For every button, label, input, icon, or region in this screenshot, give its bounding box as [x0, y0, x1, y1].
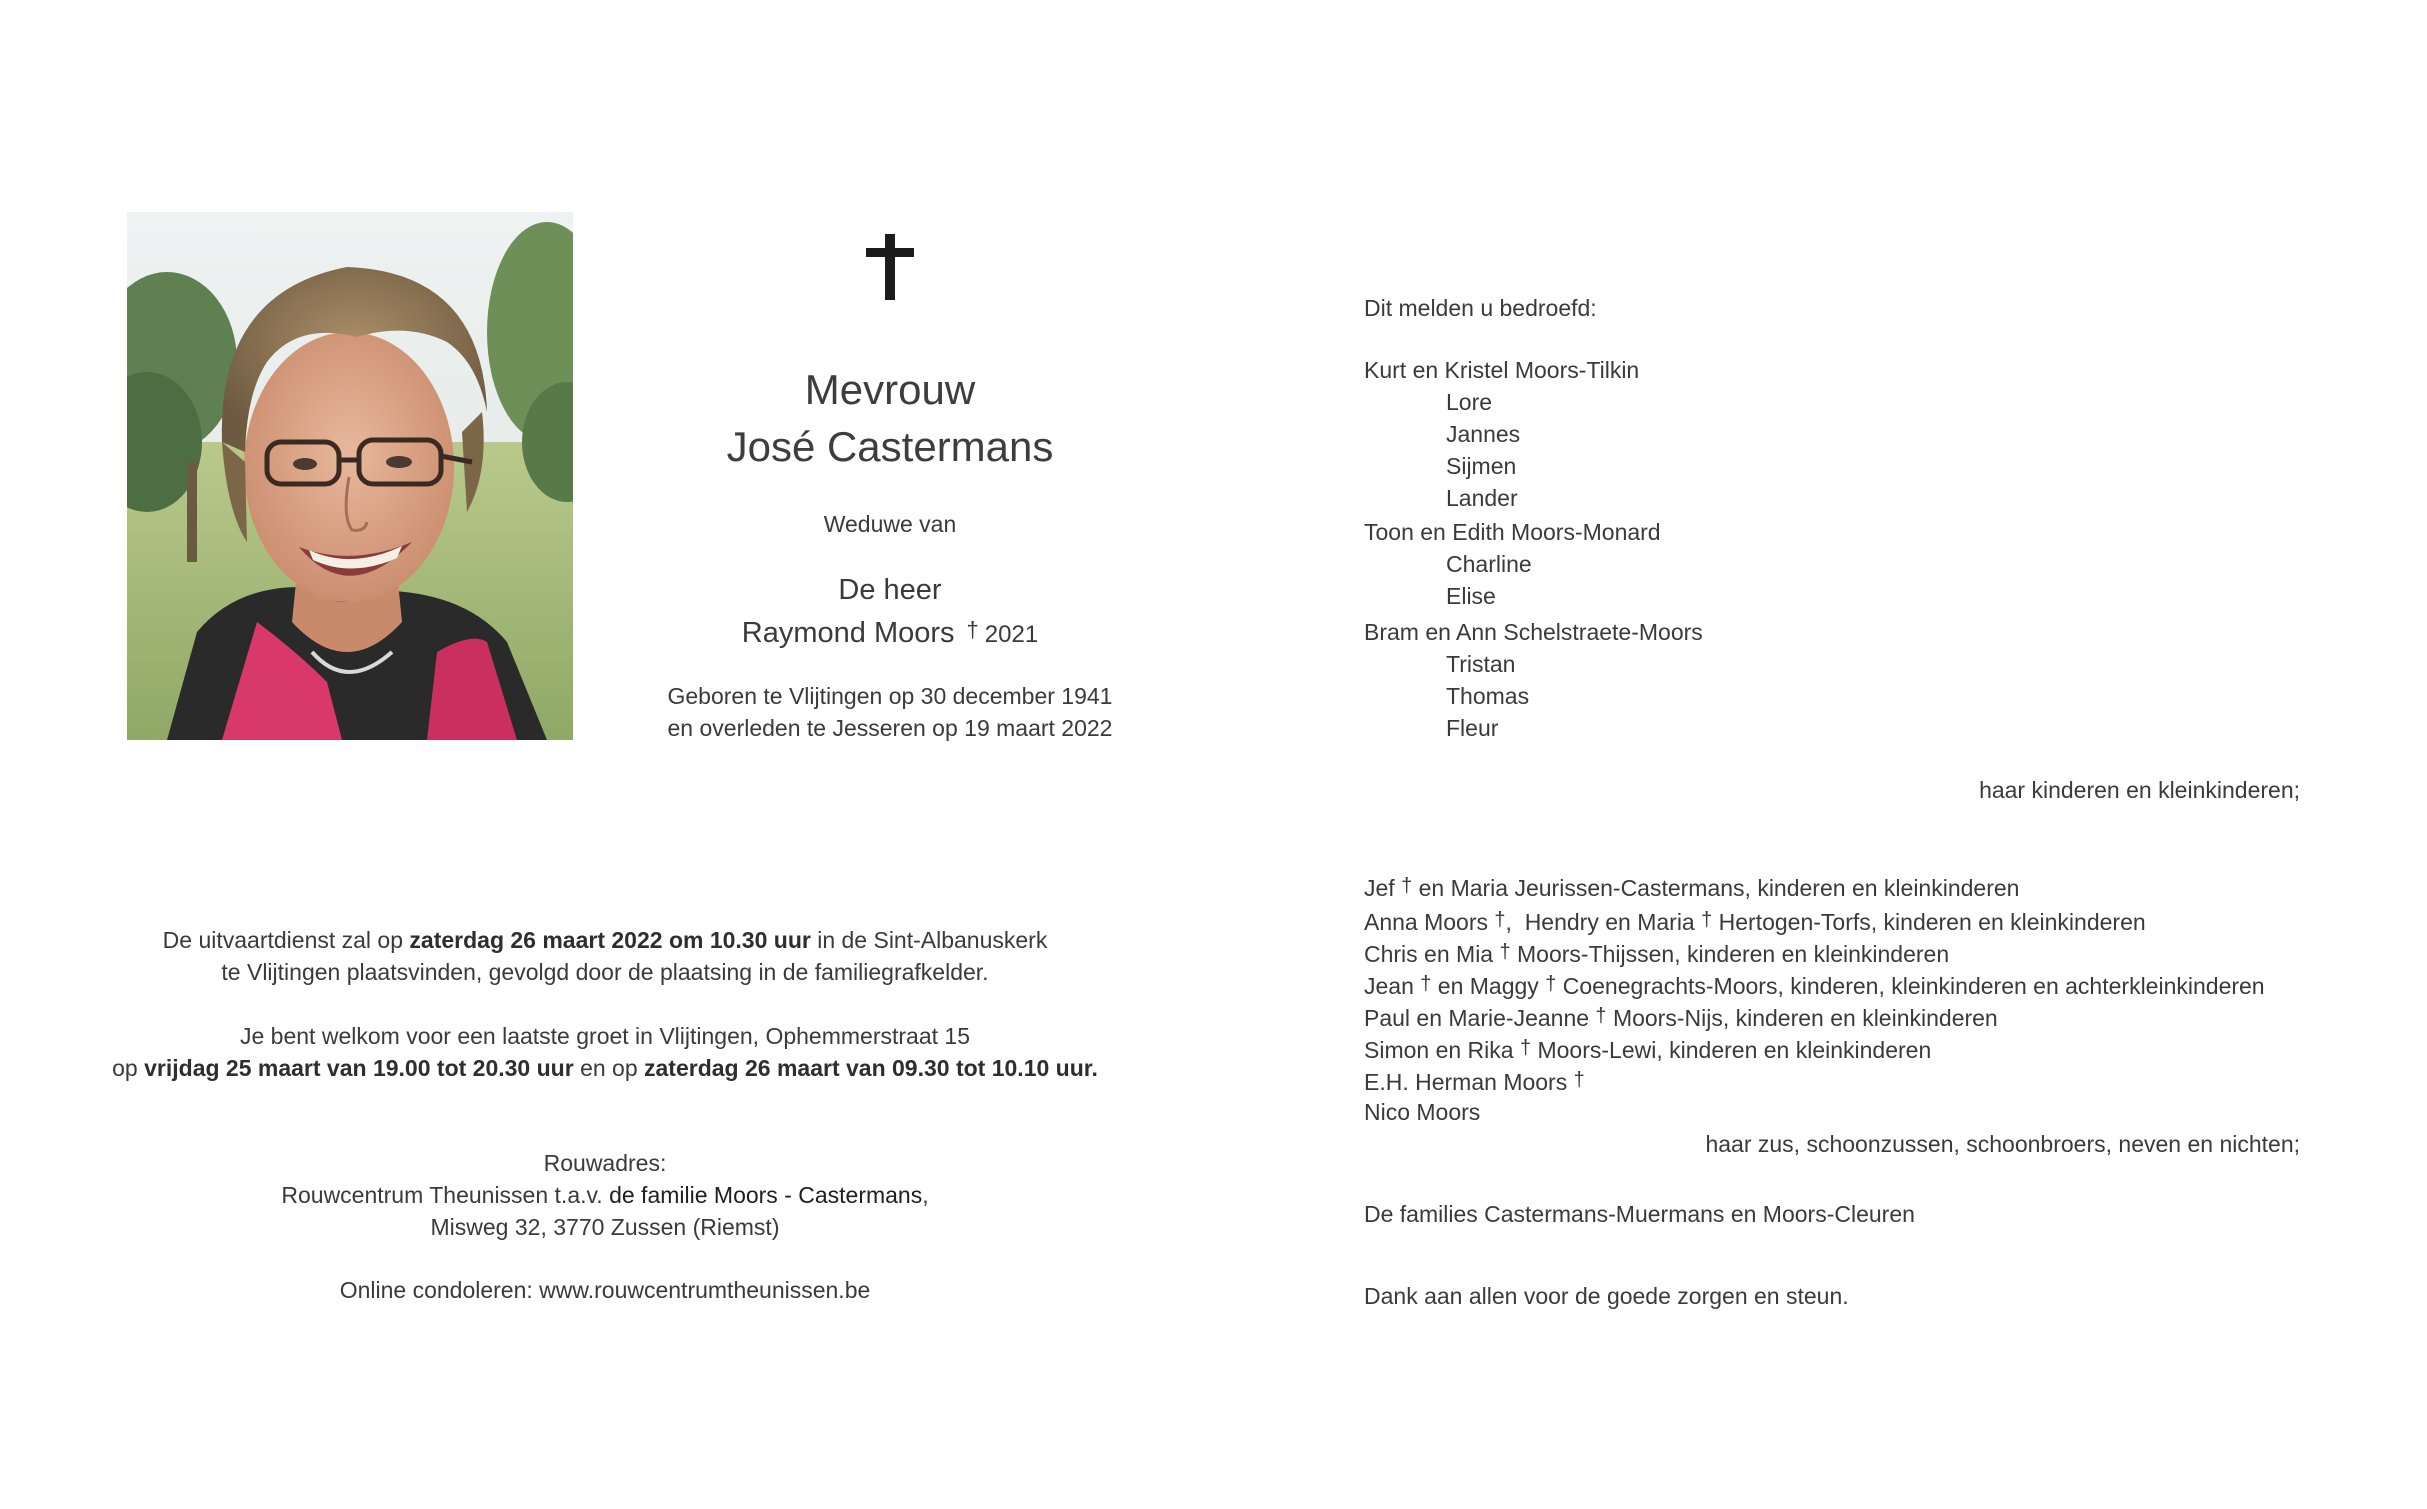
rouwadres-family: de familie Moors - Castermans	[609, 1182, 923, 1208]
sibling-text: Simon en Rika	[1364, 1037, 1514, 1063]
welcome-line-2	[80, 1052, 1130, 1084]
deceased-name: José Castermans	[726, 423, 1054, 470]
death-line: en overleden te Jesseren op 19 maart 2022	[667, 715, 1113, 741]
husband-death-year: 2021	[984, 621, 1039, 648]
dagger-icon: †	[1519, 1037, 1532, 1059]
family-parents: Bram en Ann Schelstraete-Moors	[1364, 619, 1703, 645]
husband-honorific: De heer	[838, 574, 942, 606]
widow-of-label: Weduwe van	[823, 511, 957, 537]
sibling-text: Moors-Thijssen, kinderen en kleinkinderen	[1517, 941, 1950, 967]
cross-icon	[860, 232, 920, 302]
welcome-line-1: Je bent welkom voor een laatste groet in Vlijtingen, Ophemmerstraat 15	[240, 1023, 970, 1049]
sibling-line	[1364, 1000, 1998, 1034]
sibling-text: Moors-Lewi, kinderen en kleinkinderen	[1537, 1037, 1932, 1063]
dagger-icon: †	[1573, 1069, 1585, 1091]
service-line-1	[80, 924, 1130, 956]
grandchild: Lander	[1446, 485, 1518, 511]
grandchild: Charline	[1446, 551, 1532, 577]
sibling-line	[1364, 1032, 1931, 1066]
sibling-text: Chris en Mia	[1364, 941, 1494, 967]
portrait-photo	[127, 212, 573, 740]
service-datetime: zaterdag 26 maart 2022 om 10.30 uur	[409, 927, 811, 953]
grandchild: Fleur	[1446, 715, 1499, 741]
service-text: De uitvaartdienst zal op	[162, 927, 404, 953]
service-location: in de Sint-Albanuskerk	[817, 927, 1048, 953]
sibling-text: Paul en Marie-Jeanne	[1364, 1005, 1590, 1031]
rouwadres-comma: ,	[922, 1182, 929, 1208]
families-line: De families Castermans-Muermans en Moors-Cleuren	[1364, 1201, 1915, 1227]
grandchild: Jannes	[1446, 421, 1521, 447]
grandchild: Tristan	[1446, 651, 1516, 677]
welcome-text: op	[112, 1055, 138, 1081]
sibling-text: en Maria Jeurissen-Castermans, kinderen en kleinkinderen	[1418, 875, 2020, 901]
sibling-text: E.H. Herman Moors	[1364, 1069, 1568, 1095]
sibling-line	[1364, 870, 2019, 904]
announcement-intro: Dit melden u bedroefd:	[1364, 295, 1597, 321]
sibling-line: Nico Moors	[1364, 1099, 1481, 1125]
sibling-line	[1364, 904, 2146, 938]
sibling-text: Coenegrachts-Moors, kinderen, kleinkinderen en achterkleinkinderen	[1562, 973, 2265, 999]
grandchild: Lore	[1446, 389, 1493, 415]
thanks-line: Dank aan allen voor de goede zorgen en steun.	[1364, 1283, 1849, 1309]
welcome-time-1: vrijdag 25 maart van 19.00 tot 20.30 uur	[144, 1055, 574, 1081]
rouwadres-address: Misweg 32, 3770 Zussen (Riemst)	[430, 1214, 780, 1240]
husband-line	[640, 610, 1140, 655]
birth-line: Geboren te Vlijtingen op 30 december 1941	[667, 683, 1113, 709]
family-parents: Toon en Edith Moors-Monard	[1364, 519, 1661, 545]
dagger-icon: †	[1499, 941, 1511, 963]
husband-name: Raymond Moors	[741, 617, 955, 649]
dagger-icon: †	[1545, 973, 1557, 995]
children-summary: haar kinderen en kleinkinderen;	[1979, 777, 2300, 803]
dagger-icon: †	[1701, 909, 1713, 931]
grandchild: Sijmen	[1446, 453, 1517, 479]
rouwadres-line-2	[80, 1179, 1130, 1211]
sibling-text: en Maggy	[1437, 973, 1539, 999]
sibling-text: Moors-Nijs, kinderen en kleinkinderen	[1612, 1005, 1998, 1031]
family-parents: Kurt en Kristel Moors-Tilkin	[1364, 357, 1640, 383]
title-honorific: Mevrouw	[804, 366, 976, 413]
dagger-icon: †	[1494, 909, 1506, 931]
welcome-time-2: zaterdag 26 maart van 09.30 tot 10.10 uur.	[644, 1055, 1098, 1081]
grandchild: Thomas	[1446, 683, 1530, 709]
siblings-summary: haar zus, schoonzussen, schoonbroers, neven en nichten;	[1705, 1131, 2300, 1157]
sibling-line	[1364, 1064, 1585, 1098]
sibling-line	[1364, 968, 2265, 1002]
sibling-text: Jean	[1364, 973, 1414, 999]
grandchild: Elise	[1446, 583, 1496, 609]
dagger-icon: †	[1420, 973, 1432, 995]
sibling-line	[1364, 936, 1949, 970]
sibling-text: , Hendry en Maria	[1505, 909, 1695, 935]
online-condolence-link[interactable]: Online condoleren: www.rouwcentrumtheunissen.be	[339, 1277, 871, 1303]
rouwadres-text: Rouwcentrum Theunissen t.a.v.	[281, 1182, 603, 1208]
dagger-icon: †	[1595, 1005, 1607, 1027]
sibling-text: Jef	[1364, 875, 1395, 901]
dagger-icon: †	[1401, 875, 1413, 897]
dagger-icon: †	[966, 617, 979, 642]
service-line-2: te Vlijtingen plaatsvinden, gevolgd door de plaatsing in de familiegrafkelder.	[221, 959, 989, 985]
sibling-text: Hertogen-Torfs, kinderen en kleinkinderen	[1718, 909, 2146, 935]
welcome-text: en op	[580, 1055, 638, 1081]
rouwadres-label: Rouwadres:	[543, 1150, 667, 1176]
sibling-text: Anna Moors	[1364, 909, 1489, 935]
